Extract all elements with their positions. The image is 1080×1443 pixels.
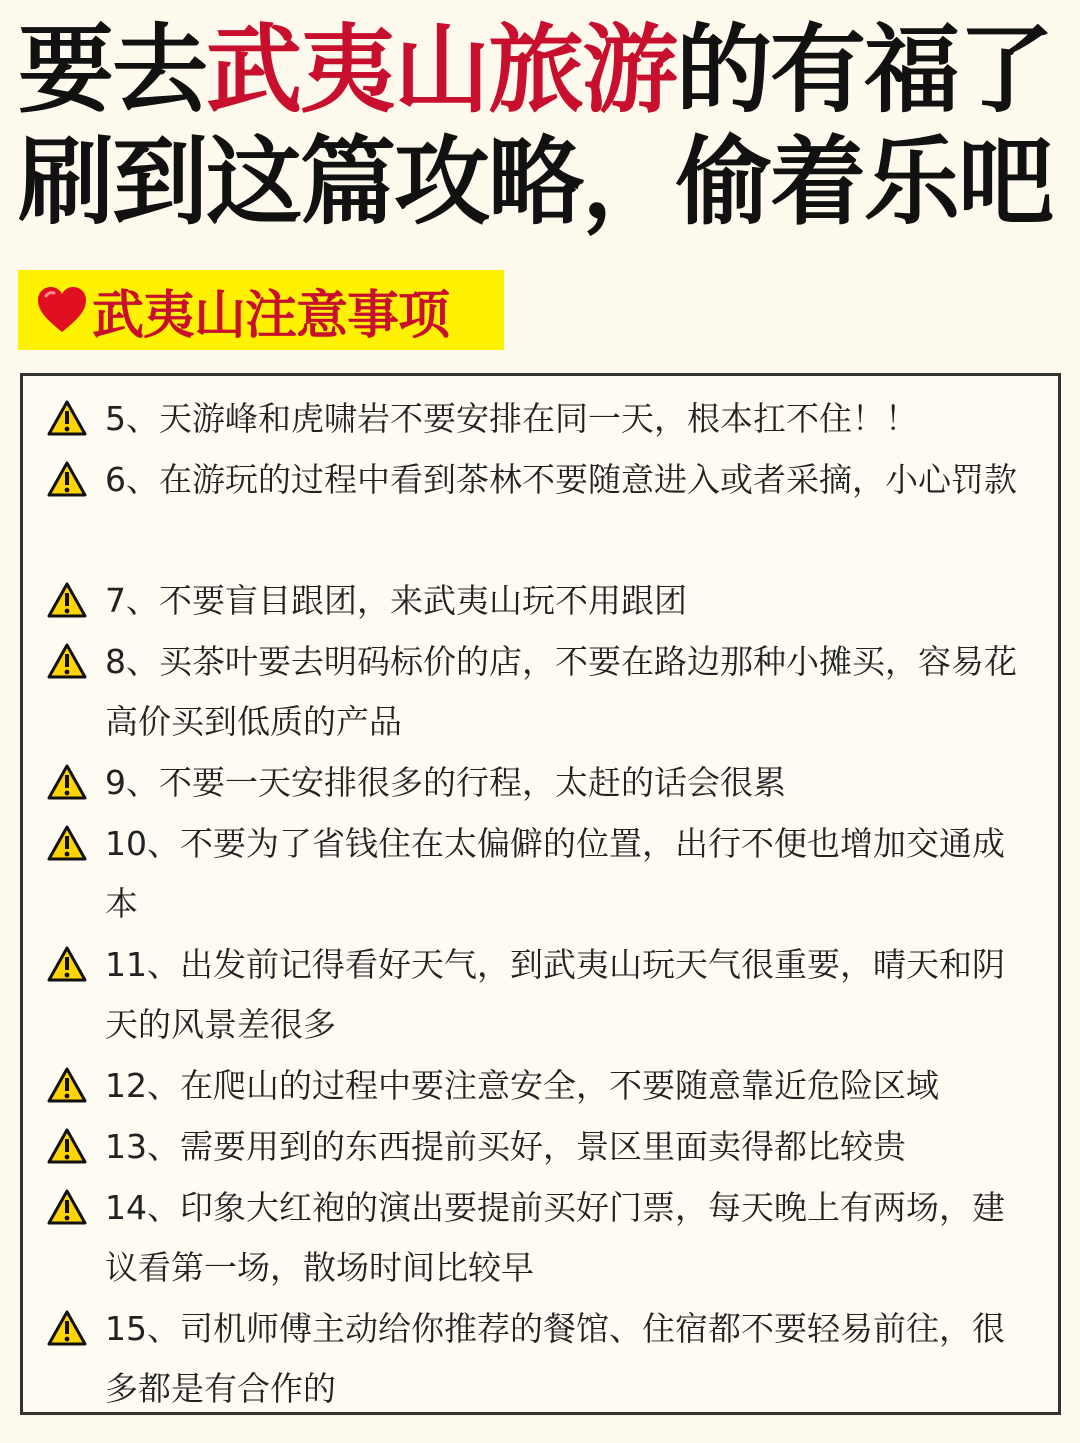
notice-item — [47, 450, 1037, 510]
notice-item — [47, 1299, 1037, 1419]
section-title-tag — [18, 270, 504, 350]
notice-text: 15、司机师傅主动给你推荐的餐馆、住宿都不要轻易前往，很多都是有合作的 — [105, 1309, 1005, 1408]
notice-text: 8、买茶叶要去明码标价的店，不要在路边那种小摊买，容易花高价买到低质的产品 — [105, 642, 1017, 741]
warning-icon — [47, 582, 87, 618]
headline-line-2: 刷到这篇攻略，偷着乐吧 — [18, 126, 1052, 238]
notice-text: 7、不要盲目跟团，来武夷山玩不用跟团 — [105, 581, 687, 620]
warning-icon — [47, 946, 87, 982]
warning-icon — [47, 400, 87, 436]
section-title: 武夷山注意事项 — [92, 285, 450, 346]
notice-item — [47, 1056, 1037, 1116]
notice-list — [20, 373, 1061, 1415]
warning-icon — [47, 825, 87, 861]
notice-item — [47, 571, 1037, 631]
warning-icon — [47, 643, 87, 679]
notice-text: 5、天游峰和虎啸岩不要安排在同一天，根本扛不住！！ — [105, 399, 918, 438]
headline-text-b: 的有福了 — [676, 14, 1052, 126]
notice-text: 14、印象大红袍的演出要提前买好门票，每天晚上有两场，建议看第一场，散场时间比较早 — [105, 1188, 1005, 1287]
warning-icon — [47, 1310, 87, 1346]
headline-line-1 — [18, 14, 1068, 126]
notice-item — [47, 632, 1037, 752]
notice-text: 9、不要一天安排很多的行程，太赶的话会很累 — [105, 763, 786, 802]
notice-item — [47, 389, 1037, 449]
warning-icon — [47, 1189, 87, 1225]
warning-icon — [47, 1067, 87, 1103]
notice-item — [47, 753, 1037, 813]
notice-item — [47, 1178, 1037, 1298]
notice-text: 11、出发前记得看好天气，到武夷山玩天气很重要，晴天和阴天的风景差很多 — [105, 945, 1005, 1044]
notice-text: 6、在游玩的过程中看到茶林不要随意进入或者采摘，小心罚款 — [105, 460, 1017, 499]
notice-item — [47, 935, 1037, 1055]
headline — [18, 14, 1068, 238]
notice-item — [47, 814, 1037, 934]
headline-highlight: 武夷山旅游 — [206, 14, 676, 126]
warning-icon — [47, 1128, 87, 1164]
warning-icon — [47, 764, 87, 800]
warning-icon — [47, 461, 87, 497]
notice-text: 12、在爬山的过程中要注意安全，不要随意靠近危险区域 — [105, 1066, 939, 1105]
headline-text-a: 要去 — [18, 14, 206, 126]
notice-item — [47, 1117, 1037, 1177]
notice-text: 13、需要用到的东西提前买好，景区里面卖得都比较贵 — [105, 1127, 906, 1166]
heart-icon — [36, 286, 88, 334]
notice-text: 10、不要为了省钱住在太偏僻的位置，出行不便也增加交通成本 — [105, 824, 1005, 923]
